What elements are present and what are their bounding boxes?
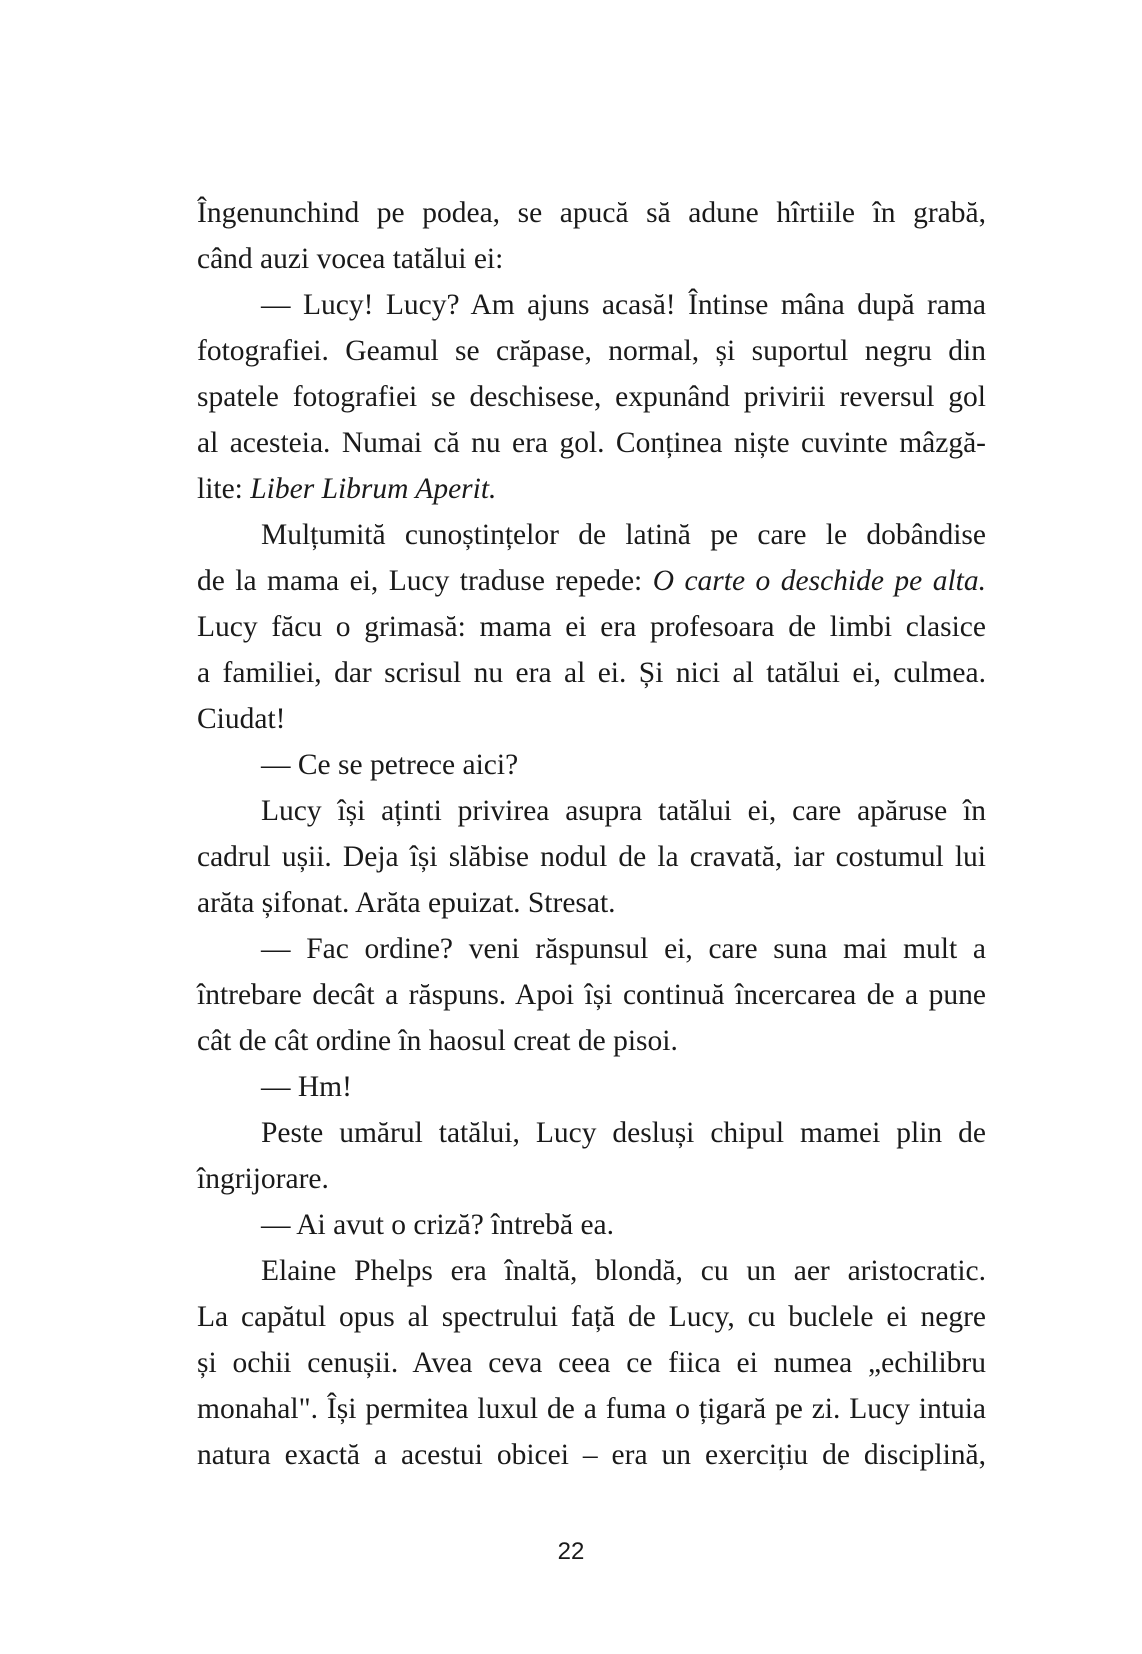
line-text: — Hm!: [261, 1071, 352, 1103]
line-text: Ciudat!: [197, 703, 286, 735]
text-line: [197, 1110, 986, 1156]
text-line: [197, 1202, 986, 1248]
text-line: [197, 650, 986, 696]
line-text: Lucy făcu o grimasă: mama ei era profesoara de limbi clasice: [197, 611, 986, 643]
text-line: [197, 1064, 986, 1110]
line-text: natura exactă a acestui obicei – era un exercițiu de disciplină,: [197, 1439, 986, 1471]
line-text: de la mama ei, Lucy traduse repede:: [197, 565, 653, 597]
line-text: Elaine Phelps era înaltă, blondă, cu un aer aristocratic.: [261, 1255, 986, 1287]
line-text: spatele fotografiei se deschisese, expunând privirii reversul gol: [197, 381, 986, 413]
text-line: [197, 880, 986, 926]
text-line: [197, 1340, 986, 1386]
line-text: cât de cât ordine în haosul creat de pisoi.: [197, 1025, 678, 1057]
line-text: cadrul ușii. Deja își slăbise nodul de la cravată, iar costumul lui: [197, 841, 986, 873]
line-text: când auzi vocea tatălui ei:: [197, 243, 504, 275]
line-text: arăta șifonat. Arăta epuizat. Stresat.: [197, 887, 616, 919]
line-text: îngrijorare.: [197, 1163, 329, 1195]
line-text: Peste umărul tatălui, Lucy desluși chipul mamei plin de: [261, 1117, 986, 1149]
text-line: [197, 466, 986, 512]
text-line: [197, 512, 986, 558]
text-line: [197, 696, 986, 742]
line-text: Lucy își aținti privirea asupra tatălui ei, care apăruse în: [261, 795, 986, 827]
line-text: a familiei, dar scrisul nu era al ei. Și nici al tatălui ei, culmea.: [197, 657, 986, 689]
text-line: [197, 374, 986, 420]
text-line: [197, 1386, 986, 1432]
text-line: [197, 1248, 986, 1294]
italic-phrase: O carte o deschide pe alta.: [652, 565, 986, 597]
line-text: monahal". Își permitea luxul de a fuma o țigară pe zi. Lucy intuia: [197, 1393, 986, 1425]
line-text: fotografiei. Geamul se crăpase, normal, și suportul negru din: [197, 335, 986, 367]
text-line: [197, 1294, 986, 1340]
text-line: [197, 742, 986, 788]
line-text: întrebare decât a răspuns. Apoi își continuă încercarea de a pune: [197, 979, 986, 1011]
text-line: [197, 558, 986, 604]
body-text: [197, 190, 986, 1478]
page-number: 22: [557, 1538, 585, 1565]
line-text: — Fac ordine? veni răspunsul ei, care suna mai mult a: [261, 933, 986, 965]
line-text: al acesteia. Numai că nu era gol. Conținea niște cuvinte mâzgă-: [197, 427, 986, 459]
line-text: și ochii cenușii. Avea ceva ceea ce fiica ei numea „echilibru: [197, 1347, 986, 1379]
text-line: [197, 972, 986, 1018]
text-line: [197, 1432, 986, 1478]
line-text: — Ce se petrece aici?: [261, 749, 519, 781]
text-line: [197, 834, 986, 880]
text-line: [197, 282, 986, 328]
line-text: — Lucy! Lucy? Am ajuns acasă! Întinse mâna după rama: [261, 289, 986, 321]
text-line: [197, 788, 986, 834]
text-line: [197, 328, 986, 374]
line-text: lite:: [197, 473, 251, 505]
text-line: [197, 1156, 986, 1202]
text-line: [197, 420, 986, 466]
line-text: La capătul opus al spectrului față de Lucy, cu buclele ei negre: [197, 1301, 986, 1333]
text-line: [197, 1018, 986, 1064]
text-line: [197, 236, 986, 282]
line-text: Mulțumită cunoștințelor de latină pe care le dobândise: [261, 519, 986, 551]
text-line: [197, 604, 986, 650]
line-text: — Ai avut o criză? întrebă ea.: [261, 1209, 615, 1241]
line-text: Îngenunchind pe podea, se apucă să adune hîrtiile în grabă,: [197, 197, 986, 229]
italic-phrase: Liber Librum Aperit.: [250, 473, 497, 505]
text-line: [197, 190, 986, 236]
text-line: [197, 926, 986, 972]
